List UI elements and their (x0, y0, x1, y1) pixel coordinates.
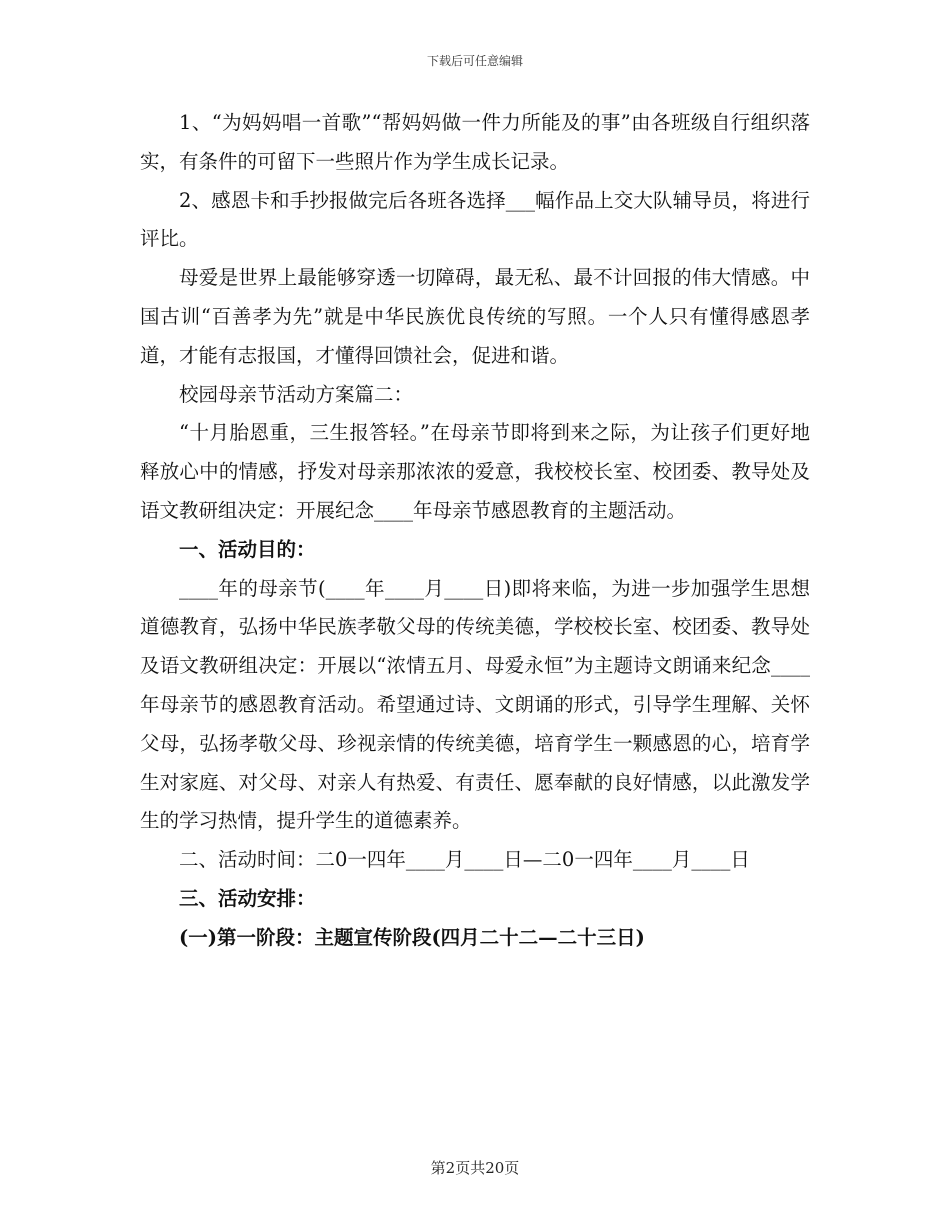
heading-activity-purpose: 一、活动目的： (179, 537, 316, 561)
heading-stage-one: (一)第一阶段：主题宣传阶段(四月二十二—二十三日) (179, 925, 645, 949)
paragraph-2: 2、感恩卡和手抄报做完后各班各选择___幅作品上交大队辅导员，将进行评比。 (140, 188, 810, 251)
page-header: 下载后可任意编辑 (426, 54, 523, 68)
paragraph-1: 1、“为妈妈唱一首歌”“帮妈妈做一件力所能及的事”由各班级自行组织落实，有条件的可留下一些照片作为学生成长记录。 (140, 111, 810, 173)
document-body (140, 104, 810, 958)
paragraph-3: 母爱是世界上最能够穿透一切障碍，最无私、最不计回报的伟大情感。中国古训“百善孝为先”就是中华民族优良传统的写照。一个人只有懂得感恩孝道，才能有志报国，才懂得回馈社会，促进和谐。 (140, 266, 810, 367)
paragraph-activity-time: 二、活动时间：二0一四年____月____日—二0一四年____月____日 (179, 848, 750, 872)
paragraph-7: ____年的母亲节(____年____月____日)即将来临，为进一步加强学生思想道德教育，弘扬中华民族孝敬父母的传统美德，学校校长室、校团委、教导处及语文教研组决定：开展以“浓情五月、母爱永恒”为主题诗文朗诵来纪念____年母亲节的感恩教育活动。希望通过诗、文朗诵的形式，引导学生理解、关怀父母，弘扬孝敬父母、珍视亲情的传统美德，培育学生一颗感恩的心，培育学生对家庭、对父母、对亲人有热爱、有责任、愿奉献的良好情感，以此激发学生的学习热情，提升学生的道德素养。 (140, 576, 810, 833)
section-title-plan-two: 校园母亲节活动方案篇二： (179, 382, 414, 406)
heading-activity-arrangement: 三、活动安排： (179, 886, 316, 910)
page-footer: 第2页共20页 (430, 1159, 520, 1177)
paragraph-5: “十月胎恩重，三生报答轻。”在母亲节即将到来之际，为让孩子们更好地释放心中的情感，抒发对母亲那浓浓的爱意，我校校长室、校团委、教导处及语文教研组决定：开展纪念____年母亲节感恩教育的主题活动。 (140, 421, 810, 522)
